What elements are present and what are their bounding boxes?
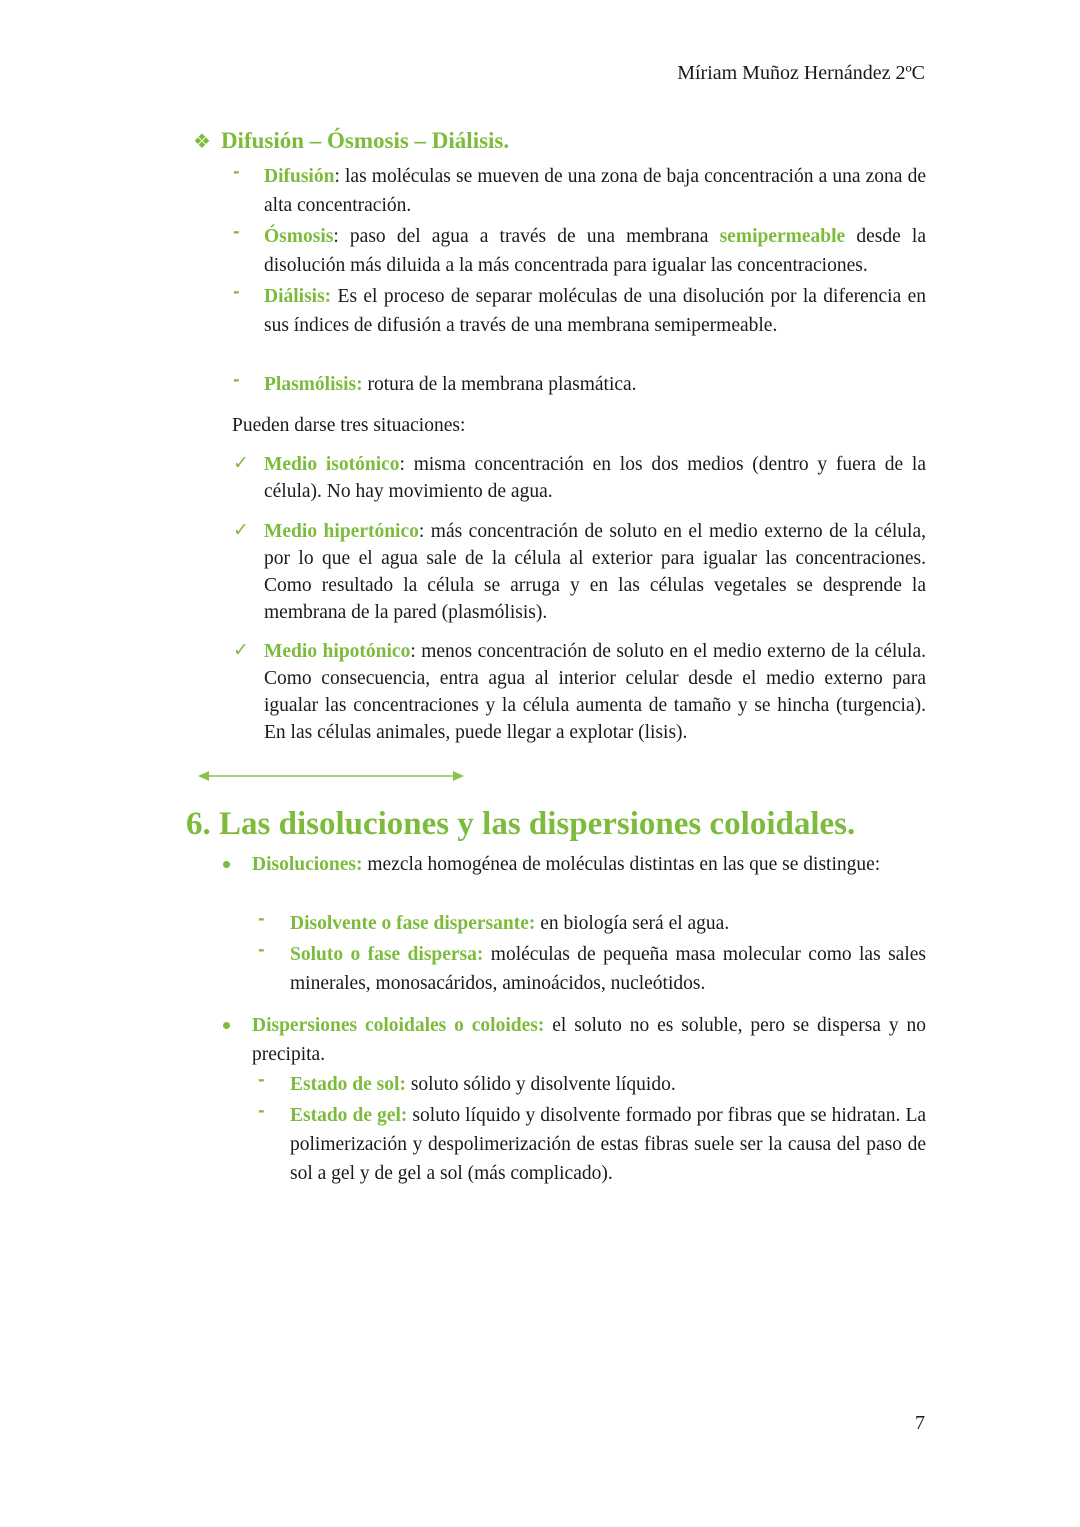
list-item-plasmolisis <box>264 370 926 399</box>
item-text: : las moléculas se mueven de una zona de baja concentración a una zona de alta concentración. <box>264 166 926 216</box>
dash-bullet-icon: - <box>233 370 240 389</box>
term-semipermeable: semipermeable <box>719 226 846 247</box>
diamond-bullet-icon: ❖ <box>193 129 211 153</box>
dash-bullet-icon: - <box>258 909 265 928</box>
list-item-disoluciones <box>252 850 926 879</box>
list-item-osmosis <box>264 222 926 280</box>
sub-item-disolvente <box>290 909 926 938</box>
list-item-difusion <box>264 162 926 220</box>
term-hipotonico: Medio hipotónico <box>264 641 411 662</box>
double-arrow-divider-icon <box>198 768 464 784</box>
dash-bullet-icon: - <box>258 940 265 959</box>
list-item-coloides <box>252 1011 926 1069</box>
page-header-author: Míriam Muñoz Hernández 2ºC <box>677 62 925 84</box>
situation-isotonico <box>264 451 926 505</box>
dash-bullet-icon: - <box>233 282 240 301</box>
item-text: : paso del agua a través de una membrana <box>333 226 720 247</box>
item-text: en biología será el agua. <box>535 913 730 934</box>
item-text: Es el proceso de separar moléculas de una disolución por la diferencia en sus índices de difusión a través de una membrana semipermeable. <box>264 286 926 336</box>
item-text: : menos concentración de soluto en el medio externo de la célula. Como consecuencia, entra agua al interior celular desde el medio externo para igualar las concentraciones y la célula aumenta de tamaño y se hincha (turgencia). En las células animales, puede llegar a explotar (lisis). <box>264 641 926 743</box>
term-gel: Estado de gel: <box>290 1105 408 1126</box>
item-text: desde la disolución más diluida a la más concentrada para igualar las concentraciones. <box>264 226 926 276</box>
item-text: soluto líquido y disolvente formado por fibras que se hidratan. La polimerización y despolimerización de estas fibras suele ser la causa del paso de sol a gel y de gel a sol (más complicado). <box>290 1105 927 1184</box>
checkmark-icon: ✓ <box>233 452 249 474</box>
round-bullet-icon <box>223 1022 230 1029</box>
dash-bullet-icon: - <box>258 1101 265 1120</box>
section-heading-disoluciones: 6. Las disoluciones y las dispersiones coloidales. <box>186 806 856 842</box>
list-item-dialisis <box>264 282 926 340</box>
term-disolvente: Disolvente o fase dispersante: <box>290 913 536 934</box>
section-title-text: Difusión – Ósmosis – Diálisis. <box>220 128 510 153</box>
term-disoluciones: Disoluciones: <box>252 854 363 875</box>
dash-bullet-icon: - <box>233 162 240 181</box>
checkmark-icon: ✓ <box>233 519 249 541</box>
term-osmosis: Ósmosis <box>264 226 334 247</box>
sub-item-sol <box>290 1070 926 1099</box>
item-text: : misma concentración en los dos medios (dentro y fuera de la célula). No hay movimiento de agua. <box>264 454 927 502</box>
item-text: moléculas de pequeña masa molecular como las sales minerales, monosacáridos, aminoácidos, nucleótidos. <box>290 944 926 994</box>
term-soluto: Soluto o fase dispersa: <box>290 944 484 965</box>
item-text: mezcla homogénea de moléculas distintas en las que se distingue: <box>362 854 881 875</box>
term-hipertonico: Medio hipertónico <box>264 521 419 542</box>
term-isotonico: Medio isotónico <box>264 454 400 475</box>
section-title-difusion <box>193 128 509 154</box>
checkmark-icon: ✓ <box>233 639 249 661</box>
round-bullet-icon <box>223 861 230 868</box>
item-text: rotura de la membrana plasmática. <box>362 374 637 395</box>
sub-item-gel <box>290 1101 926 1188</box>
situation-hipotonico <box>264 638 926 746</box>
sub-item-soluto <box>290 940 926 998</box>
term-sol: Estado de sol: <box>290 1074 406 1095</box>
item-text: el soluto no es soluble, pero se dispersa y no precipita. <box>252 1015 926 1065</box>
item-text: soluto sólido y disolvente líquido. <box>405 1074 676 1095</box>
term-dialisis: Diálisis: <box>264 286 332 307</box>
dash-bullet-icon: - <box>233 222 240 241</box>
term-coloides: Dispersiones coloidales o coloides: <box>252 1015 545 1036</box>
page-number: 7 <box>915 1412 925 1434</box>
dash-bullet-icon: - <box>258 1070 265 1089</box>
situation-hipertonico <box>264 518 926 626</box>
intro-situations: Pueden darse tres situaciones: <box>232 415 466 436</box>
term-difusion: Difusión <box>264 166 335 187</box>
item-text: : más concentración de soluto en el medio externo de la célula, por lo que el agua sale de la célula al exterior para igualar las concentraciones. Como resultado la célula se arruga y en las células vegetales se desprende la membrana de la pared (plasmólisis). <box>264 521 927 623</box>
term-plasmolisis: Plasmólisis: <box>264 374 363 395</box>
